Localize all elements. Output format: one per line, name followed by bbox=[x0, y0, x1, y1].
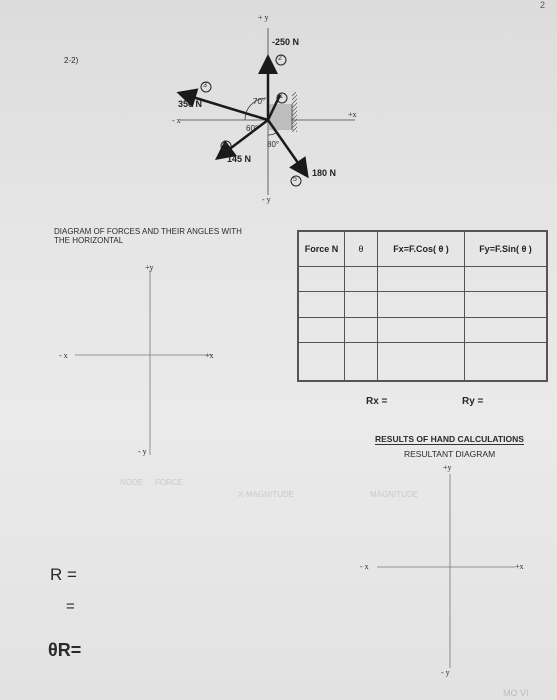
header-fx: Fx=F.Cos( θ ) bbox=[378, 231, 465, 267]
diagram-plus-x: +x bbox=[348, 110, 357, 119]
wall-hatch bbox=[292, 92, 297, 132]
diagram-caption: DIAGRAM OF FORCES AND THEIR ANGLES WITH THE HORIZONTAL bbox=[54, 227, 242, 245]
blank-minus-x: - x bbox=[59, 351, 68, 360]
force-2-label: -250 N bbox=[272, 37, 300, 47]
table-row bbox=[298, 267, 547, 292]
diagram-minus-x: - x bbox=[172, 116, 181, 125]
force-5-marker: 5 bbox=[293, 176, 297, 183]
blank-minus-y: - y bbox=[138, 447, 147, 456]
force-2-marker: 2 bbox=[278, 55, 282, 62]
r-label: R = bbox=[50, 565, 77, 584]
angle-arc-80 bbox=[268, 133, 276, 135]
header-force: Force N bbox=[298, 231, 345, 267]
resultant-heading: RESULTANT DIAGRAM bbox=[404, 449, 496, 459]
force-4-label: 145 N bbox=[227, 154, 252, 164]
table-header-row bbox=[298, 231, 547, 267]
theta-r-label: θR= bbox=[48, 640, 82, 660]
problem-number: 2-2) bbox=[64, 56, 79, 65]
ry-label: Ry = bbox=[462, 396, 484, 407]
force-1-marker: 1 bbox=[279, 93, 283, 100]
diagram-minus-y: - y bbox=[262, 195, 271, 204]
header-fy: Fy=F.Sin( θ ) bbox=[465, 231, 548, 267]
ghost-force: FORCE bbox=[155, 478, 183, 487]
resultant-minus-x: - x bbox=[360, 562, 369, 571]
blank-plus-x: +x bbox=[205, 351, 214, 360]
equals-label: = bbox=[66, 598, 75, 615]
forces-table bbox=[297, 230, 548, 382]
force-3-marker: 3 bbox=[203, 82, 207, 89]
header-theta: θ bbox=[345, 231, 378, 267]
ghost-node: NODE bbox=[120, 478, 144, 487]
angle-80-label: 80° bbox=[267, 140, 280, 149]
force-4-marker: 4 bbox=[223, 141, 227, 148]
force-5-label: 180 N bbox=[312, 168, 337, 178]
corner-mark-top: 2 bbox=[540, 0, 546, 10]
resultant-plus-x: +x bbox=[515, 562, 524, 571]
corner-mark-bottom: MO VI bbox=[503, 688, 529, 698]
angle-70-label: 70° bbox=[253, 97, 266, 106]
table-row bbox=[298, 292, 547, 317]
force-3-label: 350 N bbox=[178, 99, 203, 109]
table-row bbox=[298, 343, 547, 381]
ghost-x-magnitude: X-MAGNITUDE bbox=[238, 490, 294, 499]
resultant-plus-y: +y bbox=[443, 463, 452, 472]
resultant-minus-y: - y bbox=[441, 668, 450, 677]
table-row bbox=[298, 317, 547, 342]
ghost-magnitude: MAGNITUDE bbox=[370, 490, 418, 499]
results-heading: RESULTS OF HAND CALCULATIONS bbox=[375, 434, 524, 444]
diagram-plus-y: + y bbox=[258, 13, 269, 22]
angle-60-label: 60° bbox=[246, 124, 259, 133]
rx-label: Rx = bbox=[366, 396, 388, 407]
blank-plus-y: +y bbox=[145, 263, 154, 272]
